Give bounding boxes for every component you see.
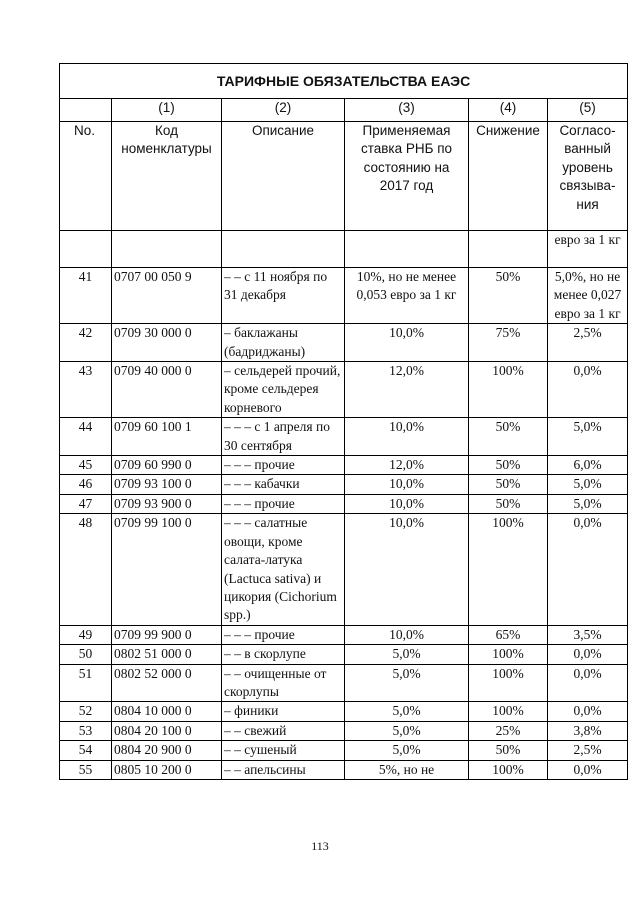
table-row	[60, 721, 628, 740]
row-no: 49	[60, 625, 112, 644]
row-no: 53	[60, 721, 112, 740]
row-reduction: 100%	[469, 362, 548, 418]
column-number-row	[60, 99, 628, 122]
row-rate: 5,0%	[345, 741, 469, 760]
row-rate: 5,0%	[345, 664, 469, 702]
row-bound: 5,0%, но не менее 0,027 евро за 1 кг	[548, 268, 628, 324]
header-code: Код номенклатуры	[112, 122, 222, 231]
row-code: 0709 30 000 0	[112, 324, 222, 362]
row-rate: 10%, но не менее 0,053 евро за 1 кг	[345, 268, 469, 324]
continuation-row	[60, 231, 628, 268]
table-row	[60, 645, 628, 664]
row-rate: 10,0%	[345, 514, 469, 625]
row-no: 48	[60, 514, 112, 625]
row-no: 46	[60, 475, 112, 494]
row-description: – – с 11 ноября по 31 декабря	[222, 268, 345, 324]
row-description: – – очищенные от скорлупы	[222, 664, 345, 702]
row-code: 0709 93 900 0	[112, 494, 222, 513]
row-description: – – в скорлупе	[222, 645, 345, 664]
row-reduction: 50%	[469, 494, 548, 513]
table-row	[60, 418, 628, 456]
row-reduction: 50%	[469, 741, 548, 760]
row-bound: 5,0%	[548, 418, 628, 456]
row-bound: 3,5%	[548, 625, 628, 644]
header-bound: Согласо-ванный уровень связыва-ния	[548, 122, 628, 231]
table-row	[60, 702, 628, 721]
header-row	[60, 122, 628, 231]
row-rate: 5,0%	[345, 721, 469, 740]
table-row	[60, 494, 628, 513]
continuation-bound: евро за 1 кг	[548, 231, 628, 268]
table-title: ТАРИФНЫЕ ОБЯЗАТЕЛЬСТВА ЕАЭС	[60, 64, 628, 99]
continuation-reduction	[469, 231, 548, 268]
row-rate: 10,0%	[345, 475, 469, 494]
column-number-blank	[60, 99, 112, 122]
row-description: – – – прочие	[222, 494, 345, 513]
row-bound: 5,0%	[548, 475, 628, 494]
row-code: 0709 93 100 0	[112, 475, 222, 494]
row-code: 0709 60 100 1	[112, 418, 222, 456]
header-description: Описание	[222, 122, 345, 231]
row-no: 47	[60, 494, 112, 513]
row-description: – сельдерей прочий, кроме сельдерея корневого	[222, 362, 345, 418]
table-row	[60, 664, 628, 702]
row-no: 45	[60, 456, 112, 475]
table-row	[60, 625, 628, 644]
row-description: – – – прочие	[222, 625, 345, 644]
continuation-no	[60, 231, 112, 268]
row-bound: 6,0%	[548, 456, 628, 475]
row-bound: 3,8%	[548, 721, 628, 740]
table-row	[60, 362, 628, 418]
table-row	[60, 456, 628, 475]
row-rate: 12,0%	[345, 362, 469, 418]
row-reduction: 75%	[469, 324, 548, 362]
row-reduction: 65%	[469, 625, 548, 644]
row-reduction: 100%	[469, 702, 548, 721]
table-row	[60, 514, 628, 625]
table-row	[60, 741, 628, 760]
row-bound: 0,0%	[548, 702, 628, 721]
row-description: – финики	[222, 702, 345, 721]
row-code: 0804 20 100 0	[112, 721, 222, 740]
tariff-table	[59, 63, 628, 780]
header-no: No.	[60, 122, 112, 231]
column-number-1: (1)	[112, 99, 222, 122]
row-rate: 10,0%	[345, 625, 469, 644]
row-description: – – – салатные овощи, кроме салата-латука (Lactuca sativa) и цикория (Cichorium spp.)	[222, 514, 345, 625]
header-reduction: Снижение	[469, 122, 548, 231]
row-no: 54	[60, 741, 112, 760]
row-description: – – – кабачки	[222, 475, 345, 494]
row-rate: 5,0%	[345, 702, 469, 721]
row-description: – – свежий	[222, 721, 345, 740]
continuation-rate	[345, 231, 469, 268]
row-no: 50	[60, 645, 112, 664]
column-number-4: (4)	[469, 99, 548, 122]
row-rate: 10,0%	[345, 494, 469, 513]
page-number: 113	[311, 839, 329, 853]
row-reduction: 100%	[469, 760, 548, 779]
row-code: 0709 99 100 0	[112, 514, 222, 625]
row-code: 0802 52 000 0	[112, 664, 222, 702]
row-rate: 12,0%	[345, 456, 469, 475]
row-bound: 2,5%	[548, 741, 628, 760]
row-no: 55	[60, 760, 112, 779]
row-code: 0805 10 200 0	[112, 760, 222, 779]
row-no: 52	[60, 702, 112, 721]
table-row	[60, 475, 628, 494]
row-reduction: 50%	[469, 418, 548, 456]
continuation-code	[112, 231, 222, 268]
row-bound: 2,5%	[548, 324, 628, 362]
row-reduction: 100%	[469, 664, 548, 702]
row-description: – баклажаны (бадриджаны)	[222, 324, 345, 362]
column-number-2: (2)	[222, 99, 345, 122]
row-code: 0709 40 000 0	[112, 362, 222, 418]
row-reduction: 50%	[469, 456, 548, 475]
row-rate: 5%, но не	[345, 760, 469, 779]
table-row	[60, 324, 628, 362]
row-code: 0709 60 990 0	[112, 456, 222, 475]
row-rate: 5,0%	[345, 645, 469, 664]
row-reduction: 100%	[469, 645, 548, 664]
row-no: 51	[60, 664, 112, 702]
table-row	[60, 760, 628, 779]
row-code: 0804 10 000 0	[112, 702, 222, 721]
row-code: 0707 00 050 9	[112, 268, 222, 324]
row-bound: 0,0%	[548, 514, 628, 625]
header-rate: Применяемая ставка РНБ по состоянию на 2017 год	[345, 122, 469, 231]
row-rate: 10,0%	[345, 324, 469, 362]
row-reduction: 50%	[469, 475, 548, 494]
row-bound: 0,0%	[548, 664, 628, 702]
row-bound: 0,0%	[548, 760, 628, 779]
row-code: 0802 51 000 0	[112, 645, 222, 664]
table-row	[60, 268, 628, 324]
row-description: – – сушеный	[222, 741, 345, 760]
row-reduction: 50%	[469, 268, 548, 324]
row-no: 42	[60, 324, 112, 362]
row-code: 0709 99 900 0	[112, 625, 222, 644]
row-rate: 10,0%	[345, 418, 469, 456]
row-reduction: 25%	[469, 721, 548, 740]
row-code: 0804 20 900 0	[112, 741, 222, 760]
row-no: 41	[60, 268, 112, 324]
row-bound: 0,0%	[548, 645, 628, 664]
row-reduction: 100%	[469, 514, 548, 625]
row-no: 44	[60, 418, 112, 456]
column-number-3: (3)	[345, 99, 469, 122]
row-description: – – – с 1 апреля по 30 сентября	[222, 418, 345, 456]
row-description: – – – прочие	[222, 456, 345, 475]
row-no: 43	[60, 362, 112, 418]
row-description: – – апельсины	[222, 760, 345, 779]
row-bound: 5,0%	[548, 494, 628, 513]
continuation-description	[222, 231, 345, 268]
row-bound: 0,0%	[548, 362, 628, 418]
column-number-5: (5)	[548, 99, 628, 122]
